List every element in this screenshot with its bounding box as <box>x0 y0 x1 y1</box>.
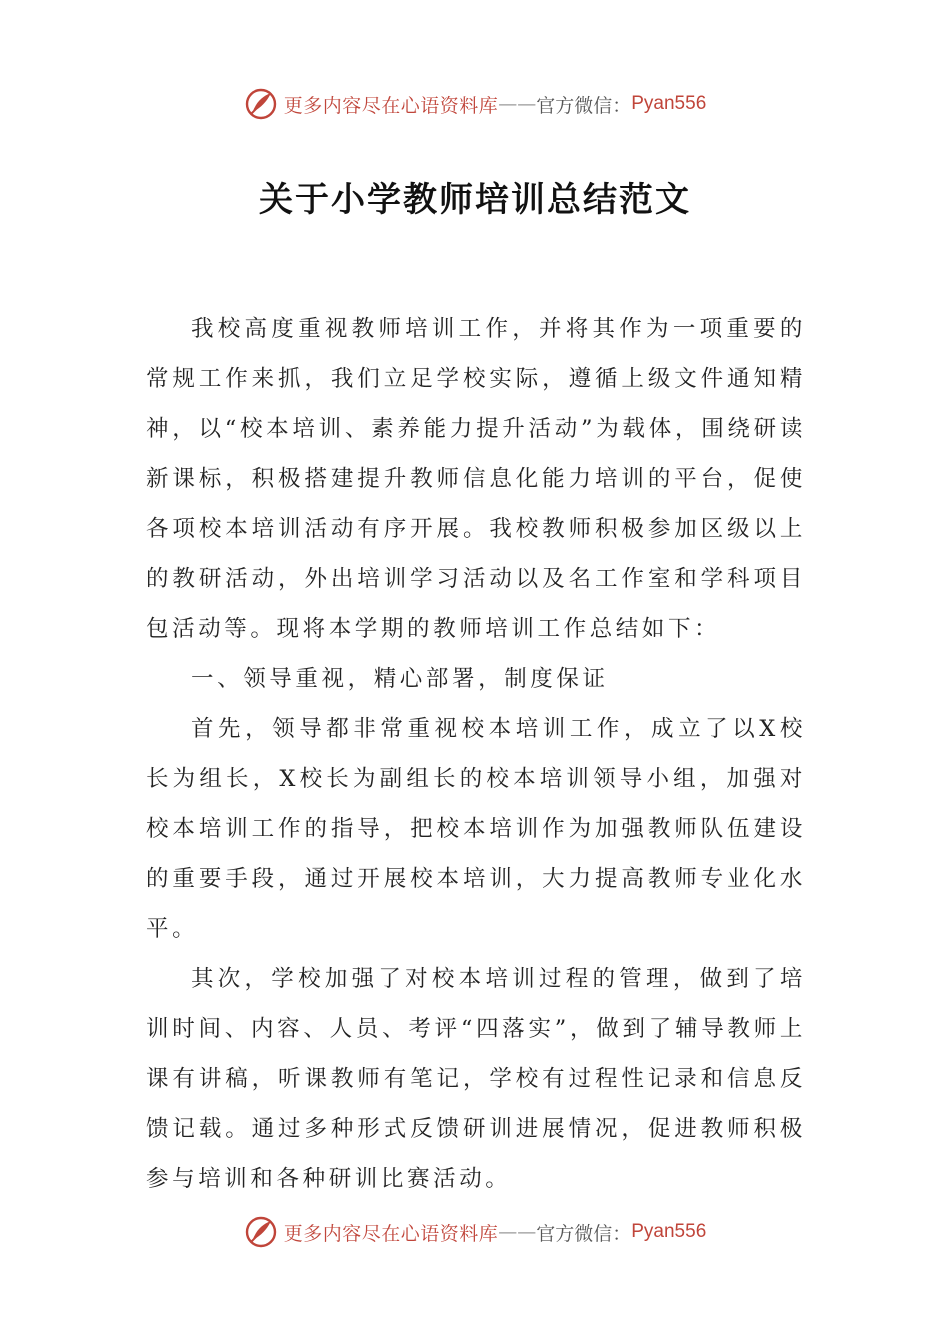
banner-text: 更多内容尽在心语资料库 <box>283 1222 499 1245</box>
banner-wechat-id: Pyan556 <box>631 93 707 114</box>
body-paragraph: 首先，领导都非常重视校本培训工作，成立了以X校长为组长，X校长为副组长的校本培训领导小组，加强对校本培训工作的指导，把校本培训作为加强教师队伍建设的重要手段，通过开展校本培训，大力提高教师专业化水平。 <box>146 716 806 942</box>
quill-logo-icon <box>244 87 278 121</box>
document-body <box>146 304 806 1204</box>
banner-text: 更多内容尽在心语资料库 <box>283 94 499 117</box>
quill-logo-icon <box>244 1215 278 1249</box>
body-paragraph: 其次，学校加强了对校本培训过程的管理，做到了培训时间、内容、人员、考评“四落实”，做到了辅导教师上课有讲稿，听课教师有笔记，学校有过程性记录和信息反馈记载。通过多种形式反馈研训进展情况，促进教师积极参与培训和各种研训比赛活动。 <box>146 966 806 1192</box>
document-title: 关于小学教师培训总结范文 <box>259 180 691 220</box>
banner-wechat-id: Pyan556 <box>631 1221 707 1242</box>
section-heading: 一、领导重视，精心部署，制度保证 <box>191 666 609 692</box>
banner-wechat-label: 官方微信： <box>536 94 632 117</box>
body-paragraph: 我校高度重视教师培训工作，并将其作为一项重要的常规工作来抓，我们立足学校实际，遵循上级文件通知精神，以“校本培训、素养能力提升活动”为载体，围绕研读新课标，积极搭建提升教师信息化能力培训的平台，促使各项校本培训活动有序开展。我校教师积极参加区级以上的教研活动，外出培训学习活动以及名工作室和学科项目包活动等。现将本学期的教师培训工作总结如下： <box>146 316 806 642</box>
banner-separator: —— <box>498 1221 537 1243</box>
footer-watermark-banner <box>0 1212 950 1252</box>
banner-wechat-label: 官方微信： <box>536 1222 632 1245</box>
header-watermark-banner <box>0 84 950 124</box>
banner-separator: —— <box>498 93 537 115</box>
